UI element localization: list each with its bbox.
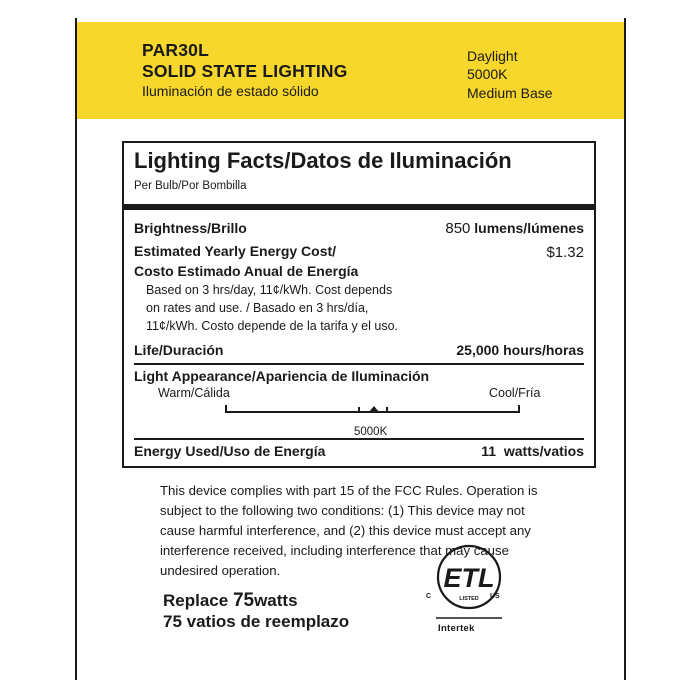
facts-subtitle: Per Bulb/Por Bombilla	[134, 180, 247, 192]
etl-listed-text: LISTED	[459, 596, 479, 602]
replace-suffix: watts	[254, 591, 298, 610]
energy-cost-note-line1: Based on 3 hrs/day, 11¢/kWh. Cost depends	[146, 283, 393, 297]
brightness-label: Brightness/Brillo	[134, 220, 247, 236]
brightness-value	[445, 220, 584, 237]
facts-title: Lighting Facts/Datos de Iluminación	[134, 148, 512, 173]
spec-base: Medium Base	[467, 85, 553, 101]
appearance-divider	[134, 438, 584, 440]
cert-issuer: Intertek	[438, 623, 475, 634]
scale-tick-mid	[358, 407, 360, 412]
etl-listed-mark-icon	[426, 540, 506, 635]
cert-region-right: US	[490, 593, 500, 600]
scale-marker-value: 5000K	[354, 426, 388, 438]
energy-used-unit: watts/vatios	[503, 443, 584, 459]
life-unit: hours/horas	[503, 342, 584, 358]
fcc-line-2: subject to the following two conditions: (1) This device may not	[160, 503, 525, 518]
energy-cost-note-line2: on rates and use. / Basado en 3 hrs/día,	[146, 301, 369, 315]
replace-wattage-spanish: 75 vatios de reemplazo	[163, 612, 350, 631]
life-label: Life/Duración	[134, 342, 224, 358]
spec-temperature: 5000K	[467, 66, 508, 82]
etl-mark-text: ETL	[443, 563, 495, 593]
energy-cost-label-line2: Costo Estimado Anual de Energía	[134, 263, 359, 279]
fcc-line-5: undesired operation.	[160, 563, 281, 578]
replace-prefix: Replace	[163, 591, 229, 610]
energy-used-label: Energy Used/Uso de Energía	[134, 443, 326, 459]
facts-header-rule	[124, 204, 594, 210]
life-divider	[134, 363, 584, 365]
product-type-spanish: Iluminación de estado sólido	[142, 83, 319, 99]
product-model: PAR30L	[142, 40, 210, 60]
energy-cost-value: $1.32	[546, 244, 584, 261]
replace-watts: 75	[232, 590, 255, 611]
brightness-number: 850	[445, 220, 471, 237]
fcc-line-1: This device complies with part 15 of the FCC Rules. Operation is	[160, 483, 538, 498]
fcc-line-3: cause harmful interference, and (2) this device must accept any	[160, 523, 531, 538]
energy-cost-note-line3: 11¢/kWh. Costo depende de la tarifa y el uso.	[146, 319, 399, 333]
energy-used-number: 11	[481, 443, 497, 459]
life-value	[456, 342, 584, 359]
scale-tick-mid-2	[386, 407, 388, 412]
scale-marker-icon	[369, 406, 379, 412]
brightness-unit: lumens/lúmenes	[474, 220, 584, 236]
scale-warm-label: Warm/Cálida	[158, 386, 230, 400]
fcc-notice	[160, 481, 580, 581]
appearance-label: Light Appearance/Apariencia de Iluminación	[134, 368, 430, 384]
scale-tick-cool	[518, 405, 520, 412]
life-number: 25,000	[456, 342, 500, 358]
product-type: SOLID STATE LIGHTING	[142, 61, 348, 81]
replace-wattage	[163, 591, 298, 611]
scale-cool-label: Cool/Fría	[489, 386, 541, 400]
spec-color: Daylight	[467, 48, 518, 64]
scale-tick-warm	[225, 405, 227, 412]
cert-region-left: C	[426, 593, 432, 600]
energy-used-value	[481, 443, 584, 460]
fcc-line-4: interference received, including interference that may cause	[160, 543, 509, 558]
energy-cost-label-line1: Estimated Yearly Energy Cost/	[134, 243, 337, 259]
